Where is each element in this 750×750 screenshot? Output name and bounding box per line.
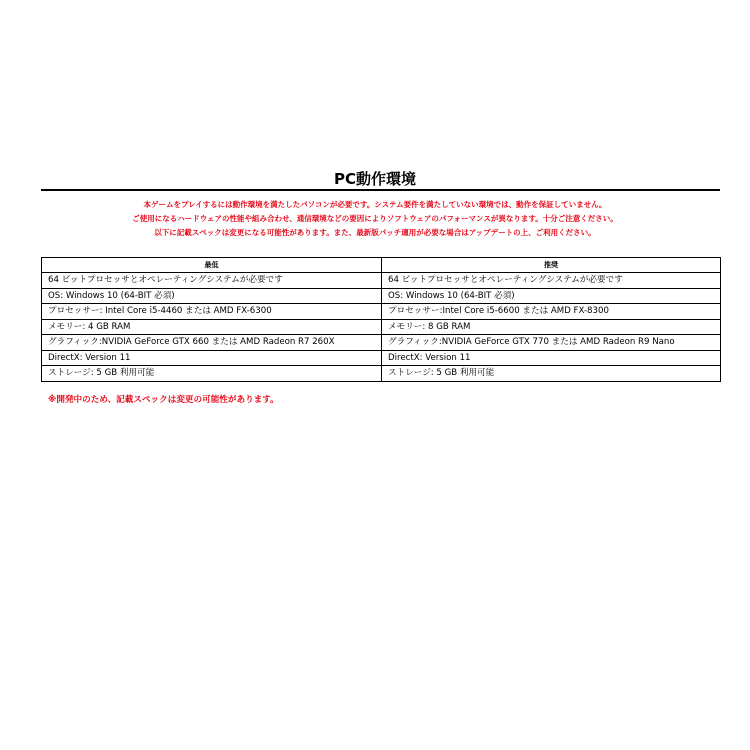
table-row [42, 304, 721, 320]
table-row [42, 335, 721, 351]
table-row [42, 350, 721, 366]
table-cell-minimum: DirectX: Version 11 [42, 350, 382, 366]
footnote: ※開発中のため、記載スペックは変更の可能性があります。 [48, 395, 279, 405]
table-cell-recommended: ストレージ: 5 GB 利用可能 [382, 366, 721, 382]
header-recommended: 推奨 [382, 258, 721, 273]
table-cell-minimum: プロセッサー: Intel Core i5-4460 または AMD FX-6300 [42, 304, 382, 320]
notice-line-2: ご使用になるハードウェアの性能や組み合わせ、通信環境などの要因によりソフトウェアのパフォーマンスが異なります。十分ご注意ください。 [132, 214, 618, 223]
table-cell-minimum: 64 ビットプロセッサとオペレーティングシステムが必要です [42, 273, 382, 289]
table-cell-recommended: グラフィック:NVIDIA GeForce GTX 770 または AMD Radeon R9 Nano [382, 335, 721, 351]
page-title: PC動作環境 [333, 170, 416, 188]
table-cell-minimum: メモリー: 4 GB RAM [42, 319, 382, 335]
table-row [42, 319, 721, 335]
table-cell-minimum: ストレージ: 5 GB 利用可能 [42, 366, 382, 382]
spec-table [41, 257, 721, 382]
table-cell-recommended: 64 ビットプロセッサとオペレーティングシステムが必要です [382, 273, 721, 289]
table-cell-minimum: グラフィック:NVIDIA GeForce GTX 660 または AMD Radeon R7 260X [42, 335, 382, 351]
table-row [42, 288, 721, 304]
table-cell-recommended: プロセッサー:Intel Core i5-6600 または AMD FX-8300 [382, 304, 721, 320]
table-row [42, 366, 721, 382]
table-cell-recommended: OS: Windows 10 (64-BIT 必須) [382, 288, 721, 304]
notice-line-1: 本ゲームをプレイするには動作環境を満たしたパソコンが必要です。システム要件を満たしていない環境では、動作を保証していません。 [143, 200, 607, 209]
notice-line-3: 以下に記載スペックは変更になる可能性があります。また、最新版パッチ適用が必要な場合はアップデートの上、ご利用ください。 [154, 228, 596, 237]
table-cell-recommended: DirectX: Version 11 [382, 350, 721, 366]
notice-block [0, 198, 750, 240]
table-row [42, 273, 721, 289]
table-cell-recommended: メモリー: 8 GB RAM [382, 319, 721, 335]
title-divider [41, 189, 720, 191]
table-cell-minimum: OS: Windows 10 (64-BIT 必須) [42, 288, 382, 304]
header-minimum: 最低 [42, 258, 382, 273]
table-header-row [42, 258, 721, 273]
